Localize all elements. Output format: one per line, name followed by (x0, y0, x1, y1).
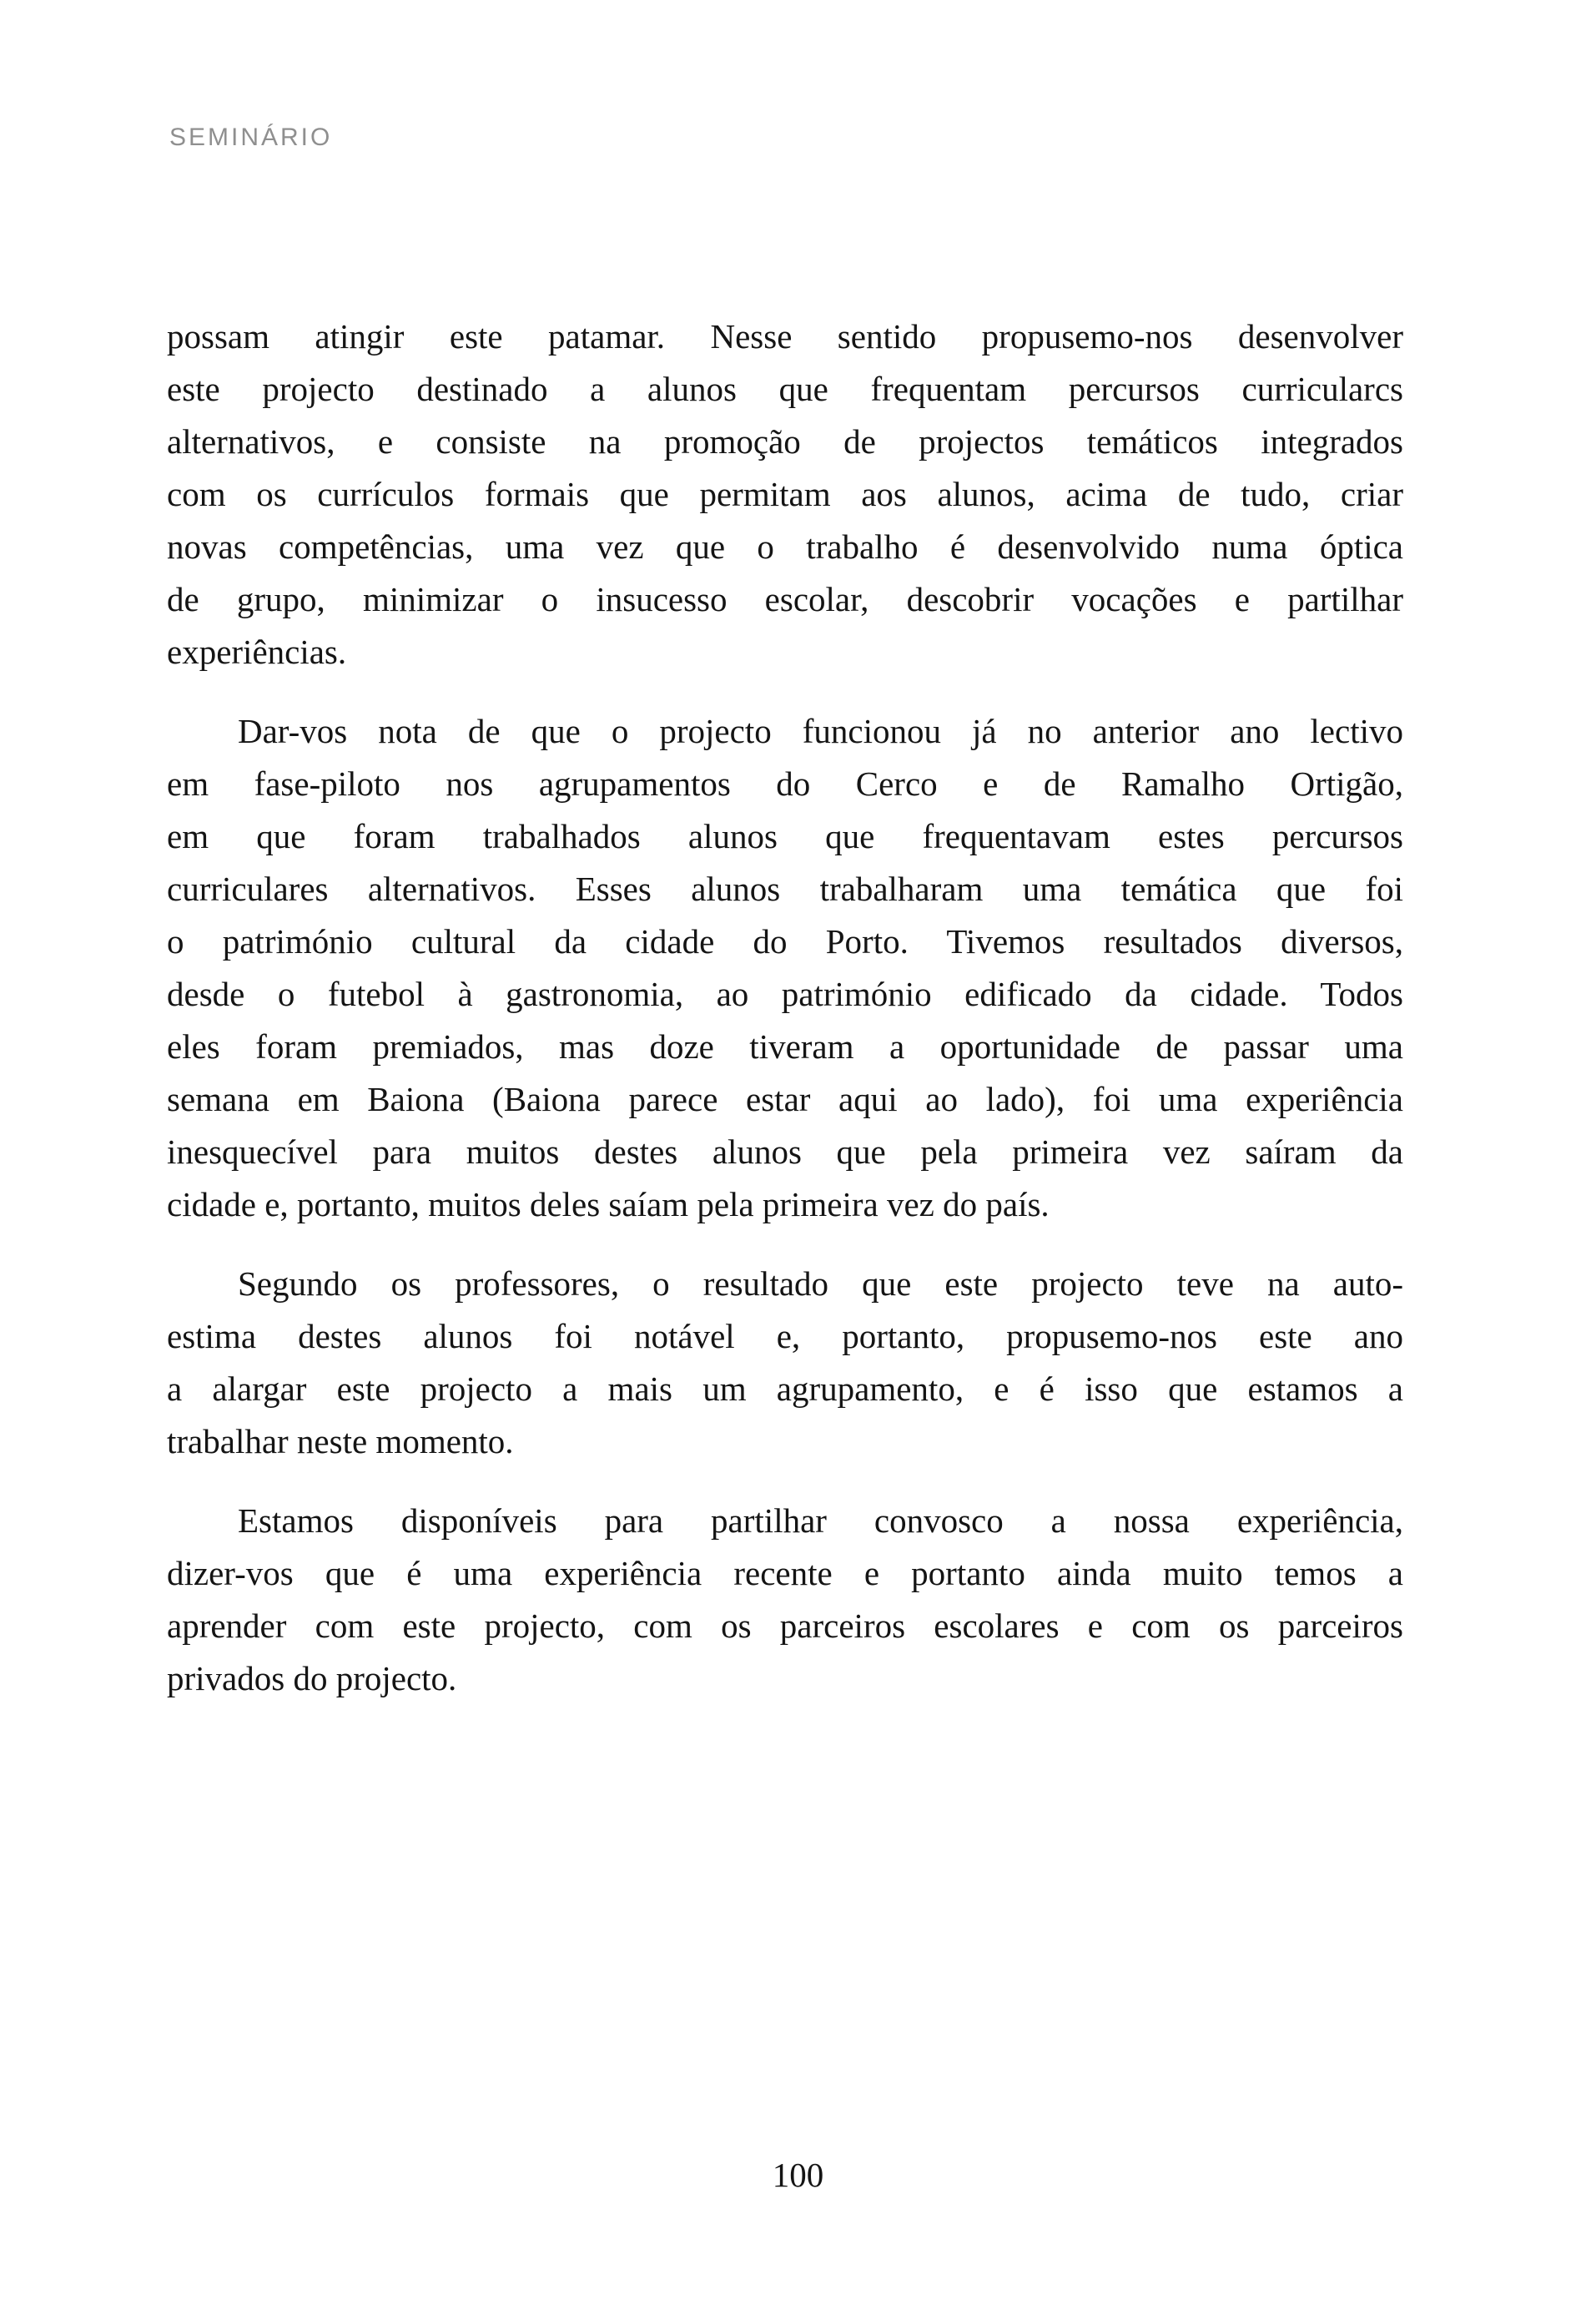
text-line: semana em Baiona (Baiona parece estar aqui ao lado), foi uma experiência (167, 1080, 1403, 1118)
running-header: SEMINÁRIO (169, 124, 333, 151)
text-line: trabalhar neste momento. (167, 1422, 514, 1460)
paragraph-4 (167, 1495, 1403, 1705)
text-line: desde o futebol à gastronomia, ao património edificado da cidade. Todos (167, 975, 1403, 1013)
text-line: Segundo os professores, o resultado que este projecto teve na auto- (238, 1264, 1403, 1303)
page-number: 100 (772, 2156, 824, 2194)
text-line: em fase-piloto nos agrupamentos do Cerco e de Ramalho Ortigão, (167, 764, 1403, 803)
text-line: com os currículos formais que permitam aos alunos, acima de tudo, criar (167, 475, 1403, 513)
paragraph-2 (167, 705, 1403, 1231)
text-line: Dar-vos nota de que o projecto funcionou já no anterior ano lectivo (238, 712, 1403, 750)
text-line: estima destes alunos foi notável e, portanto, propusemo-nos este ano (167, 1317, 1403, 1355)
text-line: inesquecível para muitos destes alunos que pela primeira vez saíram da (167, 1132, 1403, 1171)
text-line: eles foram premiados, mas doze tiveram a oportunidade de passar uma (167, 1027, 1403, 1066)
text-line: alternativos, e consiste na promoção de projectos temáticos integrados (167, 422, 1403, 461)
text-line: em que foram trabalhados alunos que frequentavam estes percursos (167, 817, 1403, 855)
text-line: aprender com este projecto, com os parceiros escolares e com os parceiros (167, 1606, 1403, 1645)
text-line: curriculares alternativos. Esses alunos trabalharam uma temática que foi (167, 870, 1403, 908)
text-line: novas competências, uma vez que o trabalho é desenvolvido numa óptica (167, 527, 1403, 566)
text-line: de grupo, minimizar o insucesso escolar, descobrir vocações e partilhar (167, 580, 1403, 618)
text-line: Estamos disponíveis para partilhar convosco a nossa experiência, (238, 1501, 1403, 1540)
paragraph-1 (167, 310, 1403, 678)
text-line: dizer-vos que é uma experiência recente e portanto ainda muito temos a (167, 1554, 1403, 1592)
text-line: a alargar este projecto a mais um agrupamento, e é isso que estamos a (167, 1369, 1403, 1408)
text-line: cidade e, portanto, muitos deles saíam pela primeira vez do país. (167, 1185, 1050, 1223)
text-line: experiências. (167, 633, 347, 671)
text-line: o património cultural da cidade do Porto. Tivemos resultados diversos, (167, 922, 1403, 961)
paragraph-3 (167, 1258, 1403, 1468)
body-text (167, 310, 1403, 1732)
text-line: privados do projecto. (167, 1659, 457, 1697)
text-line: possam atingir este patamar. Nesse sentido propusemo-nos desenvolver (167, 317, 1403, 356)
text-line: este projecto destinado a alunos que frequentam percursos curricularcs (167, 370, 1403, 408)
